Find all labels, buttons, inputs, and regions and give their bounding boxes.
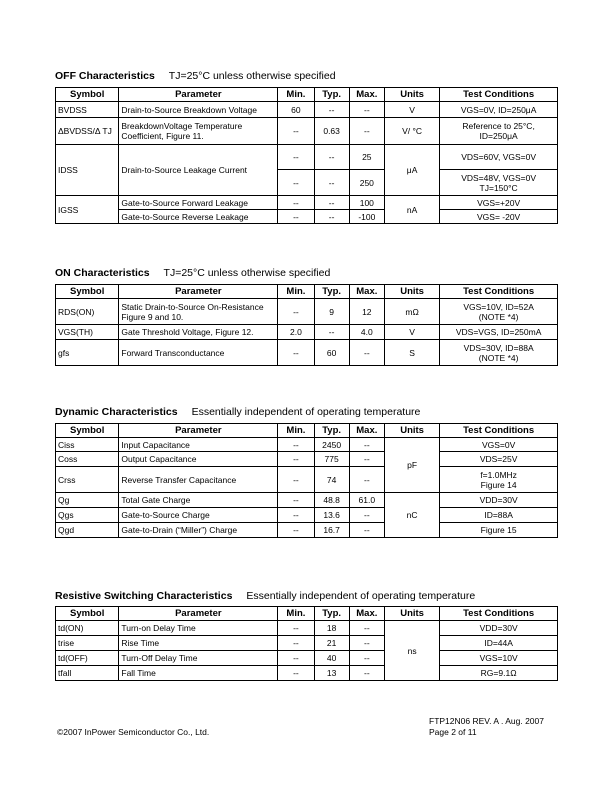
table-header: Symbol Parameter Min. Typ. Max. Units Test Conditions: [56, 424, 558, 438]
sw-title: Resistive Switching Characteristics: [55, 590, 233, 602]
doc-revision: FTP12N06 REV. A . Aug. 2007: [429, 716, 544, 726]
table-header: Symbol Parameter Min. Typ. Max. Units Test Conditions: [56, 285, 558, 299]
sw-table: [55, 606, 558, 681]
off-section-title: [55, 70, 336, 82]
footer-doc-info: [429, 716, 544, 738]
on-title: ON Characteristics: [55, 267, 150, 279]
sw-note: Essentially independent of operating temperature: [246, 590, 476, 602]
off-title: OFF Characteristics: [55, 70, 155, 82]
dyn-title: Dynamic Characteristics: [55, 406, 178, 418]
on-section-title: [55, 267, 330, 279]
table-row: IDSS Drain-to-Source Leakage Current -- -- 25 μA VDS=60V, VGS=0V: [56, 145, 558, 170]
dyn-section-title: [55, 406, 420, 418]
sw-section-title: [55, 590, 475, 602]
table-header: Symbol Parameter Min. Typ. Max. Units Test Conditions: [56, 607, 558, 621]
dyn-note: Essentially independent of operating temperature: [191, 406, 421, 418]
copyright: ©2007 InPower Semiconductor Co., Ltd.: [57, 727, 210, 737]
table-row: BVDSS Drain-to-Source Breakdown Voltage 60 -- -- V VGS=0V, ID=250μA: [56, 102, 558, 118]
dyn-table: [55, 423, 558, 538]
table-row: gfs Forward Transconductance -- 60 -- S VDS=30V, ID=88A (NOTE *4): [56, 340, 558, 366]
table-row: td(ON) Turn-on Delay Time -- 18 -- ns VDD=30V: [56, 621, 558, 636]
on-table: [55, 284, 558, 366]
table-row: Qgd Gate-to-Drain (“Miller”) Charge -- 16.7 -- Figure 15: [56, 523, 558, 538]
table-row: -- -- 250 VDS=48V, VGS=0V TJ=150°C: [56, 170, 558, 196]
table-row: Coss Output Capacitance -- 775 -- VDS=25V: [56, 452, 558, 467]
table-row: Qg Total Gate Charge -- 48.8 61.0 nC VDD=30V: [56, 493, 558, 508]
page-number: Page 2 of 11: [429, 727, 477, 737]
table-row: tfall Fall Time -- 13 -- RG=9.1Ω: [56, 666, 558, 681]
table-row: VGS(TH) Gate Threshold Voltage, Figure 12. 2.0 -- 4.0 V VDS=VGS, ID=250mA: [56, 325, 558, 340]
table-row: RDS(ON) Static Drain-to-Source On-Resistance Figure 9 and 10. -- 9 12 mΩ VGS=10V, ID=52A (NOTE *4): [56, 299, 558, 325]
table-row: Crss Reverse Transfer Capacitance -- 74 -- f=1.0MHz Figure 14: [56, 467, 558, 493]
off-note: TJ=25°C unless otherwise specified: [168, 70, 336, 82]
table-header: Symbol Parameter Min. Typ. Max. Units Test Conditions: [56, 88, 558, 102]
table-row: Ciss Input Capacitance -- 2450 -- pF VGS=0V: [56, 438, 558, 452]
table-row: td(OFF) Turn-Off Delay Time -- 40 -- VGS=10V: [56, 651, 558, 666]
table-row: Gate-to-Source Reverse Leakage -- -- -100 VGS= -20V: [56, 210, 558, 224]
table-row: trise Rise Time -- 21 -- ID=44A: [56, 636, 558, 651]
off-table: [55, 87, 558, 224]
table-row: Qgs Gate-to-Source Charge -- 13.6 -- ID=88A: [56, 508, 558, 523]
table-row: ΔBVDSS/Δ TJ BreakdownVoltage Temperature Coefficient, Figure 11. -- 0.63 -- V/ °C Reference to 25°C, ID=250μA: [56, 118, 558, 145]
on-note: TJ=25°C unless otherwise specified: [163, 267, 331, 279]
table-row: IGSS Gate-to-Source Forward Leakage -- -- 100 nA VGS=+20V: [56, 196, 558, 210]
